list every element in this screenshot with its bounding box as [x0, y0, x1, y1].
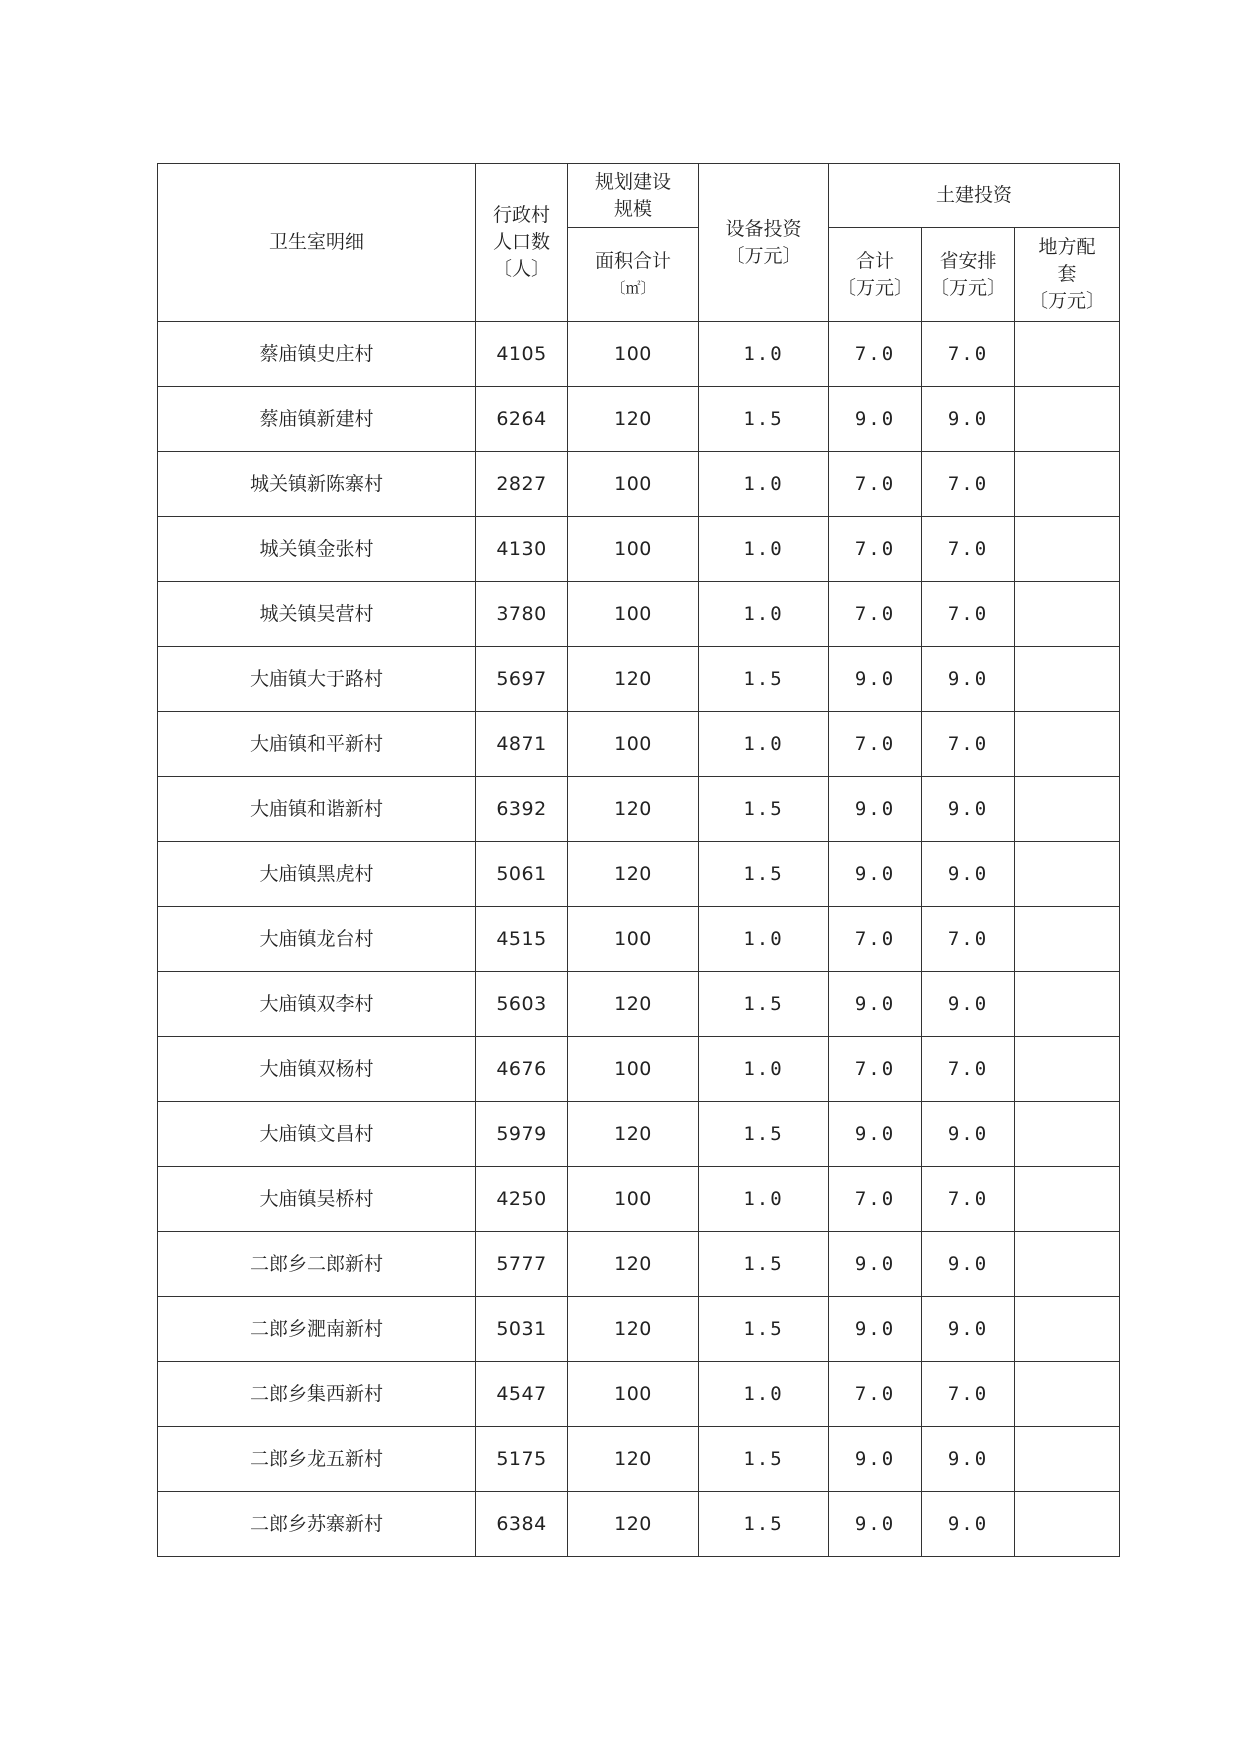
total-cell: 7.0	[829, 582, 922, 647]
header-equipment-label: 设备投资	[725, 217, 802, 240]
population-cell: 6264	[476, 387, 568, 452]
local-cell	[1015, 972, 1120, 1037]
village-name-cell: 大庙镇和平新村	[158, 712, 476, 777]
header-area-unit: 〔㎡〕	[610, 278, 656, 297]
equipment-cell: 1.0	[699, 1167, 829, 1232]
population-cell: 4105	[476, 322, 568, 387]
header-area-label: 面积合计	[594, 249, 671, 272]
village-name-cell: 蔡庙镇史庄村	[158, 322, 476, 387]
local-cell	[1015, 647, 1120, 712]
village-name-cell: 蔡庙镇新建村	[158, 387, 476, 452]
population-cell: 4871	[476, 712, 568, 777]
table-row	[158, 387, 1120, 452]
local-cell	[1015, 907, 1120, 972]
table-row	[158, 647, 1120, 712]
total-cell: 7.0	[829, 1037, 922, 1102]
header-local-line-1: 地方配	[1038, 236, 1096, 258]
total-cell: 9.0	[829, 387, 922, 452]
equipment-cell: 1.0	[699, 712, 829, 777]
table-body	[158, 322, 1120, 1557]
equipment-cell: 1.5	[699, 1102, 829, 1167]
village-name-cell: 大庙镇大于路村	[158, 647, 476, 712]
provincial-cell: 9.0	[922, 647, 1015, 712]
provincial-cell: 9.0	[922, 777, 1015, 842]
area-cell: 100	[568, 1037, 699, 1102]
population-cell: 5031	[476, 1297, 568, 1362]
total-cell: 7.0	[829, 452, 922, 517]
header-planned-scale	[568, 164, 699, 228]
local-cell	[1015, 582, 1120, 647]
area-cell: 120	[568, 1492, 699, 1557]
provincial-cell: 7.0	[922, 712, 1015, 777]
population-cell: 6392	[476, 777, 568, 842]
village-name-cell: 大庙镇双李村	[158, 972, 476, 1037]
population-cell: 5061	[476, 842, 568, 907]
equipment-cell: 1.0	[699, 517, 829, 582]
header-total-unit: 〔万元〕	[836, 276, 913, 299]
population-cell: 3780	[476, 582, 568, 647]
header-local-unit: 〔万元〕	[1028, 290, 1105, 312]
table-row	[158, 842, 1120, 907]
total-cell: 7.0	[829, 517, 922, 582]
table-row	[158, 1492, 1120, 1557]
village-name-cell: 城关镇新陈寨村	[158, 452, 476, 517]
table-row	[158, 777, 1120, 842]
header-construction-investment: 土建投资	[829, 164, 1120, 228]
provincial-cell: 9.0	[922, 387, 1015, 452]
equipment-cell: 1.5	[699, 1492, 829, 1557]
provincial-cell: 7.0	[922, 452, 1015, 517]
provincial-cell: 7.0	[922, 322, 1015, 387]
equipment-cell: 1.5	[699, 1427, 829, 1492]
provincial-cell: 7.0	[922, 1167, 1015, 1232]
population-cell: 5697	[476, 647, 568, 712]
village-name-cell: 二郎乡龙五新村	[158, 1427, 476, 1492]
population-cell: 5979	[476, 1102, 568, 1167]
header-area-total	[568, 228, 699, 322]
header-population-unit: 〔人〕	[492, 258, 550, 280]
local-cell	[1015, 517, 1120, 582]
equipment-cell: 1.5	[699, 647, 829, 712]
area-cell: 120	[568, 972, 699, 1037]
local-cell	[1015, 322, 1120, 387]
equipment-cell: 1.5	[699, 1297, 829, 1362]
equipment-cell: 1.0	[699, 582, 829, 647]
header-population-line-2: 人口数	[492, 231, 550, 253]
equipment-cell: 1.5	[699, 972, 829, 1037]
total-cell: 9.0	[829, 1232, 922, 1297]
equipment-cell: 1.5	[699, 387, 829, 452]
table-row	[158, 517, 1120, 582]
local-cell	[1015, 712, 1120, 777]
table-row	[158, 1427, 1120, 1492]
village-name-cell: 二郎乡集西新村	[158, 1362, 476, 1427]
population-cell: 4676	[476, 1037, 568, 1102]
population-cell: 4515	[476, 907, 568, 972]
total-cell: 9.0	[829, 777, 922, 842]
area-cell: 100	[568, 1362, 699, 1427]
total-cell: 7.0	[829, 1167, 922, 1232]
provincial-cell: 9.0	[922, 1102, 1015, 1167]
total-cell: 7.0	[829, 712, 922, 777]
local-cell	[1015, 452, 1120, 517]
equipment-cell: 1.5	[699, 842, 829, 907]
local-cell	[1015, 1297, 1120, 1362]
provincial-cell: 7.0	[922, 517, 1015, 582]
local-cell	[1015, 1167, 1120, 1232]
clinic-investment-table	[157, 163, 1120, 1557]
area-cell: 120	[568, 842, 699, 907]
table-row	[158, 1167, 1120, 1232]
equipment-cell: 1.0	[699, 452, 829, 517]
area-cell: 120	[568, 1232, 699, 1297]
provincial-cell: 9.0	[922, 1427, 1015, 1492]
header-provincial	[922, 228, 1015, 322]
table-row	[158, 712, 1120, 777]
equipment-cell: 1.5	[699, 1232, 829, 1297]
area-cell: 120	[568, 387, 699, 452]
provincial-cell: 7.0	[922, 1037, 1015, 1102]
header-local-line-2: 套	[1057, 263, 1077, 285]
village-name-cell: 大庙镇文昌村	[158, 1102, 476, 1167]
table-row	[158, 322, 1120, 387]
table-row	[158, 1037, 1120, 1102]
village-name-cell: 大庙镇吴桥村	[158, 1167, 476, 1232]
provincial-cell: 9.0	[922, 1232, 1015, 1297]
population-cell: 4130	[476, 517, 568, 582]
provincial-cell: 9.0	[922, 842, 1015, 907]
local-cell	[1015, 1492, 1120, 1557]
local-cell	[1015, 842, 1120, 907]
local-cell	[1015, 1102, 1120, 1167]
header-provincial-unit: 〔万元〕	[929, 276, 1006, 299]
area-cell: 100	[568, 582, 699, 647]
total-cell: 9.0	[829, 1492, 922, 1557]
header-detail: 卫生室明细	[158, 164, 476, 322]
header-population-line-1: 行政村	[492, 204, 550, 226]
equipment-cell: 1.0	[699, 1362, 829, 1427]
total-cell: 9.0	[829, 647, 922, 712]
table-row	[158, 582, 1120, 647]
provincial-cell: 9.0	[922, 1297, 1015, 1362]
area-cell: 120	[568, 1102, 699, 1167]
area-cell: 120	[568, 777, 699, 842]
local-cell	[1015, 777, 1120, 842]
table-row	[158, 1362, 1120, 1427]
total-cell: 9.0	[829, 842, 922, 907]
total-cell: 9.0	[829, 972, 922, 1037]
header-local-matching	[1015, 228, 1120, 322]
equipment-cell: 1.0	[699, 907, 829, 972]
population-cell: 4547	[476, 1362, 568, 1427]
village-name-cell: 大庙镇和谐新村	[158, 777, 476, 842]
area-cell: 100	[568, 1167, 699, 1232]
header-total	[829, 228, 922, 322]
provincial-cell: 7.0	[922, 1362, 1015, 1427]
population-cell: 5175	[476, 1427, 568, 1492]
total-cell: 7.0	[829, 907, 922, 972]
local-cell	[1015, 1037, 1120, 1102]
village-name-cell: 大庙镇黑虎村	[158, 842, 476, 907]
village-name-cell: 大庙镇龙台村	[158, 907, 476, 972]
local-cell	[1015, 387, 1120, 452]
area-cell: 100	[568, 907, 699, 972]
header-provincial-label: 省安排	[939, 249, 997, 272]
population-cell: 4250	[476, 1167, 568, 1232]
table-row	[158, 907, 1120, 972]
table-row	[158, 452, 1120, 517]
total-cell: 7.0	[829, 1362, 922, 1427]
header-total-label: 合计	[855, 249, 894, 272]
village-name-cell: 大庙镇双杨村	[158, 1037, 476, 1102]
total-cell: 7.0	[829, 322, 922, 387]
local-cell	[1015, 1427, 1120, 1492]
village-name-cell: 城关镇吴营村	[158, 582, 476, 647]
provincial-cell: 9.0	[922, 972, 1015, 1037]
provincial-cell: 9.0	[922, 1492, 1015, 1557]
equipment-cell: 1.0	[699, 322, 829, 387]
table-row	[158, 1232, 1120, 1297]
area-cell: 100	[568, 712, 699, 777]
table-row	[158, 1297, 1120, 1362]
header-equipment-investment	[699, 164, 829, 322]
header-planned-scale-line-1: 规划建设	[594, 170, 671, 193]
provincial-cell: 7.0	[922, 907, 1015, 972]
population-cell: 5777	[476, 1232, 568, 1297]
area-cell: 100	[568, 322, 699, 387]
table-row	[158, 1102, 1120, 1167]
area-cell: 120	[568, 1297, 699, 1362]
area-cell: 120	[568, 647, 699, 712]
village-name-cell: 二郎乡淝南新村	[158, 1297, 476, 1362]
equipment-cell: 1.0	[699, 1037, 829, 1102]
village-name-cell: 二郎乡苏寨新村	[158, 1492, 476, 1557]
header-planned-scale-line-2: 规模	[613, 197, 652, 220]
local-cell	[1015, 1232, 1120, 1297]
local-cell	[1015, 1362, 1120, 1427]
village-name-cell: 城关镇金张村	[158, 517, 476, 582]
area-cell: 120	[568, 1427, 699, 1492]
total-cell: 9.0	[829, 1427, 922, 1492]
equipment-cell: 1.5	[699, 777, 829, 842]
table-row	[158, 972, 1120, 1037]
population-cell: 6384	[476, 1492, 568, 1557]
population-cell: 2827	[476, 452, 568, 517]
total-cell: 9.0	[829, 1102, 922, 1167]
area-cell: 100	[568, 452, 699, 517]
population-cell: 5603	[476, 972, 568, 1037]
area-cell: 100	[568, 517, 699, 582]
provincial-cell: 7.0	[922, 582, 1015, 647]
header-equipment-unit: 〔万元〕	[725, 244, 802, 267]
total-cell: 9.0	[829, 1297, 922, 1362]
village-name-cell: 二郎乡二郎新村	[158, 1232, 476, 1297]
header-population	[476, 164, 568, 322]
